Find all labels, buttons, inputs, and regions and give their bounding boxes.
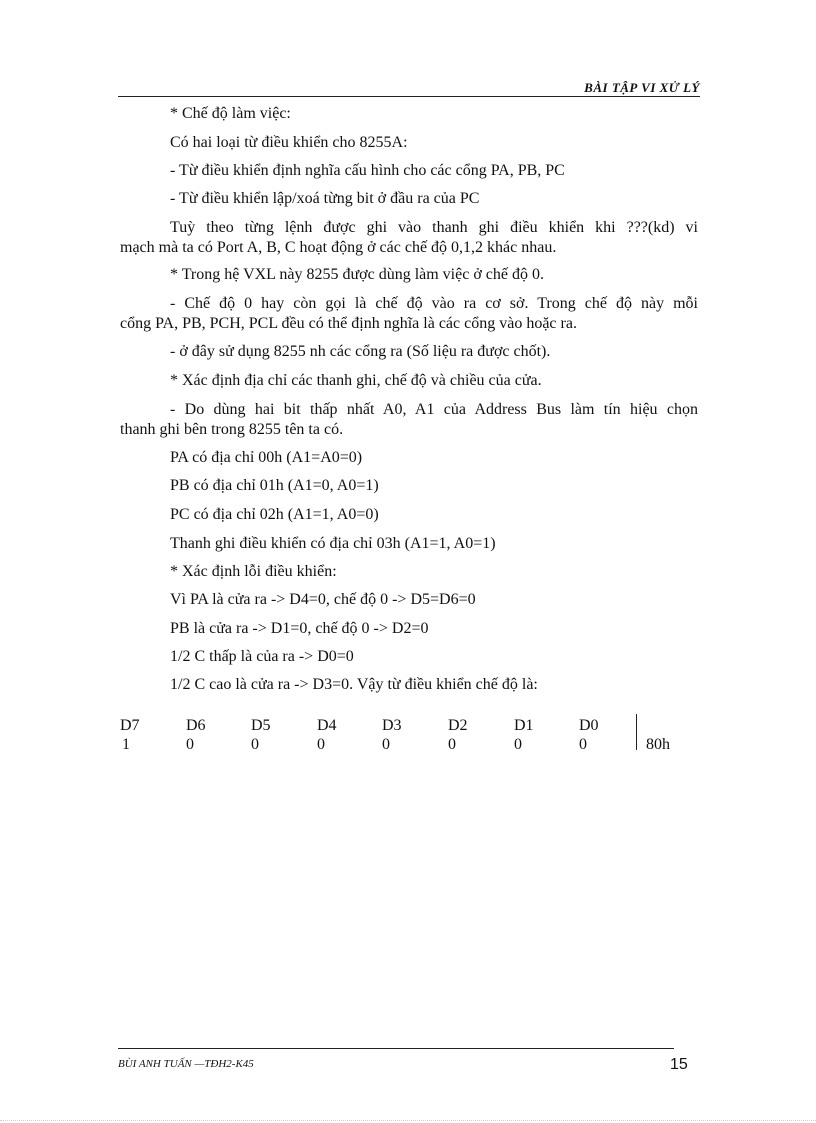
bit-value-d1: 0 — [514, 736, 522, 753]
body-line-14: PB là cửa ra -> D1=0, chế độ 0 -> D2=0 — [170, 620, 429, 637]
control-word-hex: 80h — [646, 736, 670, 753]
page-number: 15 — [670, 1056, 688, 1073]
paragraph-1 — [120, 218, 698, 258]
footer-rule — [118, 1048, 674, 1049]
bit-value-d7: 1 — [122, 736, 130, 753]
body-line-13: Vì PA là cửa ra -> D4=0, chế độ 0 -> D5=D6=0 — [170, 591, 476, 608]
bit-header-d4: D4 — [317, 717, 337, 734]
bit-value-d4: 0 — [317, 736, 325, 753]
bit-value-d3: 0 — [382, 736, 390, 753]
bit-value-d2: 0 — [448, 736, 456, 753]
bit-value-d6: 0 — [186, 736, 194, 753]
body-line-5: * Trong hệ VXL này 8255 được dùng làm việc ở chế độ 0. — [170, 266, 544, 283]
body-line-9: PB có địa chỉ 01h (A1=0, A0=1) — [170, 477, 379, 494]
bit-table-divider — [636, 714, 637, 750]
paragraph-2-line-1: - Chế độ 0 hay còn gọi là chế độ vào ra cơ sở. Trong chế độ này mỗi — [170, 295, 698, 312]
footer-author: BÙI ANH TUẤN —TĐH2-K45 — [118, 1058, 254, 1070]
body-line-16: 1/2 C cao là cửa ra -> D3=0. Vậy từ điều khiển chế độ là: — [170, 676, 538, 693]
body-line-12: * Xác định lỗi điều khiển: — [170, 563, 337, 580]
body-line-11: Thanh ghi điều khiển có địa chỉ 03h (A1=1, A0=1) — [170, 535, 496, 552]
body-line-3: - Từ điều khiển định nghĩa cấu hình cho các cổng PA, PB, PC — [170, 162, 565, 179]
paragraph-3-line-1: - Do dùng hai bit thấp nhất A0, A1 của Address Bus làm tín hiệu chọn — [170, 401, 698, 418]
bit-value-d5: 0 — [251, 736, 259, 753]
paragraph-1-line-1: Tuỳ theo từng lệnh được ghi vào thanh ghi điều khiển khi ???(kd) vi — [170, 219, 698, 236]
bit-header-d7: D7 — [120, 717, 140, 734]
paragraph-1-line-2: mạch mà ta có Port A, B, C hoạt động ở các chế độ 0,1,2 khác nhau. — [120, 239, 557, 256]
body-line-1: * Chế độ làm việc: — [170, 105, 291, 122]
body-line-10: PC có địa chỉ 02h (A1=1, A0=0) — [170, 506, 379, 523]
paragraph-2 — [120, 294, 698, 334]
bit-header-d1: D1 — [514, 717, 534, 734]
body-line-8: PA có địa chỉ 00h (A1=A0=0) — [170, 449, 363, 466]
body-line-15: 1/2 C thấp là của ra -> D0=0 — [170, 648, 354, 665]
paragraph-3-line-2: thanh ghi bên trong 8255 tên ta có. — [120, 421, 344, 438]
bit-header-d0: D0 — [579, 717, 599, 734]
paragraph-2-line-2: cổng PA, PB, PCH, PCL đều có thể định nghĩa là các cổng vào hoặc ra. — [120, 315, 577, 332]
bit-header-d5: D5 — [251, 717, 271, 734]
header-rule — [118, 96, 700, 97]
bit-value-d0: 0 — [579, 736, 587, 753]
bit-header-d6: D6 — [186, 717, 206, 734]
bit-header-d3: D3 — [382, 717, 402, 734]
header-title: BÀI TẬP VI XỬ LÝ — [584, 80, 700, 95]
paragraph-3 — [120, 400, 698, 440]
body-line-7: * Xác định địa chỉ các thanh ghi, chế độ và chiều của cửa. — [170, 372, 542, 389]
body-line-6: - ở đây sử dụng 8255 nh các cổng ra (Số liệu ra được chốt). — [170, 343, 551, 360]
body-line-4: - Từ điều khiển lập/xoá từng bit ở đầu ra của PC — [170, 190, 480, 207]
page-bottom-edge — [0, 1120, 816, 1121]
bit-header-d2: D2 — [448, 717, 468, 734]
body-line-2: Có hai loại từ điều khiển cho 8255A: — [170, 134, 408, 151]
